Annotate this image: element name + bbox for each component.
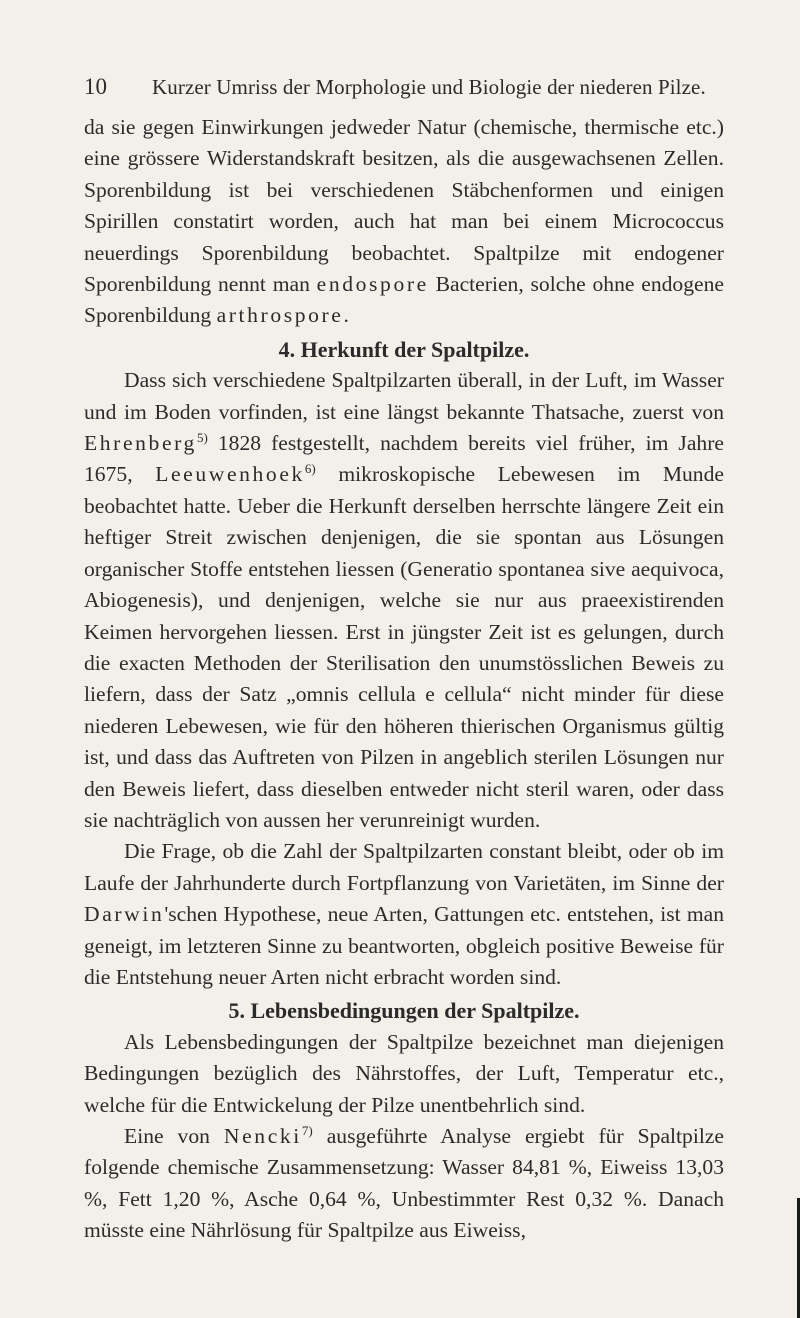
footnote-ref-7: 7) xyxy=(301,1122,313,1138)
term-endospore: endospore xyxy=(316,272,429,297)
footnote-ref-6: 6) xyxy=(304,461,316,477)
section-heading-herkunft: 4. Herkunft der Spaltpilze. xyxy=(278,336,530,362)
paragraph-lebensbedingungen: Als Lebensbedingungen der Spaltpilze bezeichnet man diejenigen Bedingungen bezüglich des Nährstoffes, der Luft, Temperatur etc., welche für die Entwickelung der Pilze unentbehrlich sind. xyxy=(84,1029,724,1117)
page-header xyxy=(84,74,724,104)
paragraph-herkunft: Dass sich verschiedene Spaltpilzarten überall, in der Luft, im Wasser und im Boden vorfinden, ist eine längst bekannte Thatsache, zuerst von Ehrenberg$^{5)}$ 1828 festgestellt, nachdem bereits viel früher, im Jahre 1675, Leeuwenhoek$^{6)}$ mikroskopische Lebewesen im Munde beobachtet hatte. Ueber die Herkunft derselben herrschte längere Zeit ein heftiger Streit zwischen denjenigen, die sie spontan aus Lösungen organischer Stoffe entstehen liessen (Generatio spontanea sive aequivoca, Abiogenesis), und denjenigen, welche sie nur aus praeexistirenden Keimen hervorgehen liessen. Erst in jüngster Zeit ist es gelungen, durch die exacten Methoden der Sterilisation den unumstösslichen Beweis zu liefern, dass der Satz „omnis cellula e cellula“ nicht minder für diese niederen Lebewesen, wie für den höheren thierischen Organismus gültig ist, und dass das Auftreten von Pilzen in angeblich sterilen Lösungen nur den Beweis liefert, dass dieselben entweder nicht steril waren, oder dass sie nachträglich von aussen her verunreinigt wurden. xyxy=(84,368,724,832)
paragraph-sporenbildung: da sie gegen Einwirkungen jedweder Natur (chemische, thermische etc.) eine grössere Widerstandskraft besitzen, als die ausgewachsenen Zellen. Sporenbildung ist bei verschiedenen Stäbchenformen und einigen Spirillen constatirt worden, auch hat man bei einem Micrococcus neuerdings Sporenbildung beobachtet. Spaltpilze mit endogener Sporenbildung nennt man endospore Bacterien, solche ohne endogene Sporenbildung arthrospore. xyxy=(84,115,724,328)
paragraph-frage: Die Frage, ob die Zahl der Spaltpilzarten constant bleibt, oder ob im Laufe der Jahrhunderte durch Fortpflanzung von Varietäten, im Sinne der Darwin'schen Hypothese, neue Arten, Gattungen etc. entstehen, ist man geneigt, im letzteren Sinne zu beantworten, obgleich positive Beweise für die Entstehung neuer Arten nicht erbracht worden sind. xyxy=(84,839,724,989)
body-text xyxy=(84,112,724,1247)
term-arthrospore: arthrospore xyxy=(216,303,344,328)
running-title: Kurzer Umriss der Morphologie und Biologie der niederen Pilze. xyxy=(152,75,706,99)
author-ehrenberg: Ehrenberg xyxy=(84,431,197,456)
author-darwin: Darwin xyxy=(84,902,165,927)
page-number: 10 xyxy=(84,74,107,99)
paragraph-analyse: Eine von Nencki$^{7)}$ ausgeführte Analyse ergiebt für Spaltpilze folgende chemische Zusammensetzung: Wasser 84,81 %, Eiweiss 13,03 %, Fett 1,20 %, Asche 0,64 %, Unbestimmter Rest 0,32 %. Danach müsste eine Nährlösung für Spaltpilze aus Eiweiss, xyxy=(84,1122,724,1243)
section-heading-lebensbedingungen: 5. Lebensbedingungen der Spaltpilze. xyxy=(228,998,580,1024)
author-leeuwenhoek: Leeuwenhoek xyxy=(155,462,305,487)
footnote-ref-5: 5) xyxy=(196,429,208,445)
author-nencki: Nencki xyxy=(223,1124,302,1148)
